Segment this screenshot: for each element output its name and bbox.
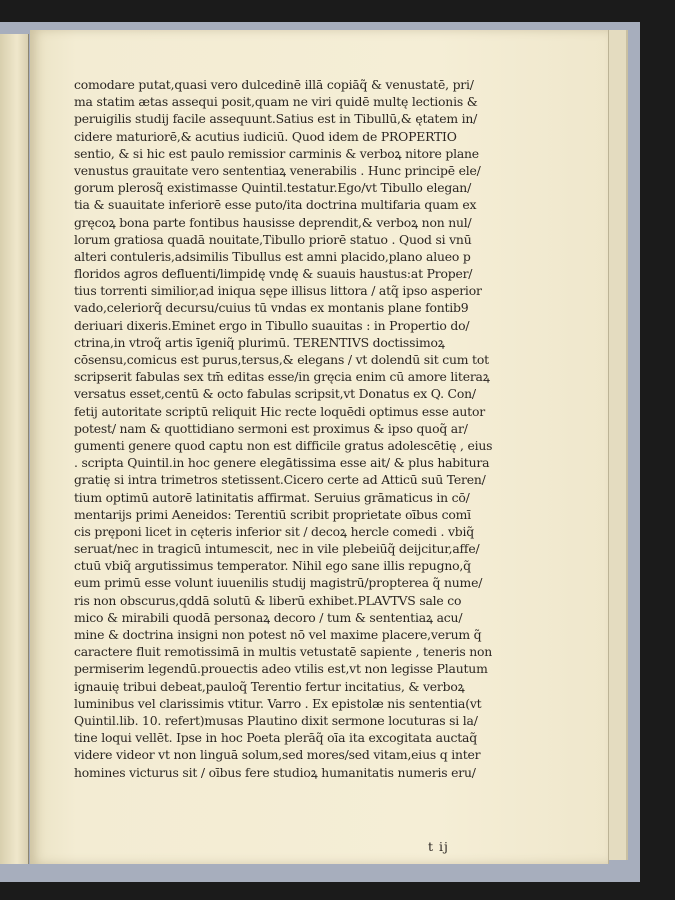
text-line: cis pręponi licet in cęteris inferior sit / decoꝝ hercle comedi . vbiq̃ — [74, 523, 475, 539]
text-line: seruat/nec in tragicū intumescit, nec in vile plebeiūq̃ deijcitur,affe/ — [74, 541, 480, 557]
text-line: ris non obscurus,qddā solutū & liberū exhibet.PLAVTVS sale co — [74, 592, 462, 608]
text-line: gumenti genere quod captu non est difficile gratus adolescētię , eius — [74, 437, 493, 453]
text-line: sentio, & si hic est paulo remissior carminis & verboꝝ nitore plane — [74, 145, 479, 161]
text-line: luminibus vel clarissimis vtitur. Varro . Ex epistolæ nis sententia(vt — [74, 695, 482, 711]
text-line: versatus esset,centū & octo fabulas scripsit,vt Donatus ex Q. Con/ — [74, 386, 476, 402]
text-line: . scripta Quintil.in hoc genere elegātissima esse ait/ & plus habitura — [74, 455, 490, 471]
text-line: fetij autoritate scriptū reliquit Hic recte loquēdi optimus esse autor — [74, 403, 485, 419]
text-line: tine loqui vellēt. Ipse in hoc Poeta plerāq̃ oīa ita excogitata auctaq̃ — [74, 730, 477, 746]
text-line: tia & suauitate inferiorē esse puto/ita doctrina multifaria quam ex — [74, 197, 477, 213]
text-line: peruigilis studij facile assequunt.Satius est in Tibullū,& ętatem in/ — [74, 111, 478, 127]
text-line: potest/ nam & quottidiano sermoni est proximus & ipso quoq̃ ar/ — [74, 420, 468, 436]
text-line: floridos agros defluenti/limpidę vndę & suauis haustus:at Proper/ — [74, 266, 473, 282]
text-line: eum primū esse volunt iuuenilis studij magistrū/propterea q̃ nume/ — [74, 575, 483, 591]
text-line: tius torrenti similior,ad iniqua sępe illisus littora / atq̃ ipso asperior — [74, 283, 482, 299]
text-line: vado,celeriorq̃ decursu/cuius tū vndas ex montanis plane fontib9 — [74, 300, 469, 316]
book-page — [30, 30, 609, 864]
text-line: gratię si intra trimetros stetissent.Cicero certe ad Atticū suū Teren/ — [74, 472, 486, 488]
text-line: lorum gratiosa quadā nouitate,Tibullo priorē statuo . Quod si vnū — [74, 231, 472, 247]
text-line: tium optimū autorē latinitatis affirmat. Seruius grāmaticus in cō/ — [74, 489, 470, 505]
text-line: scripserit fabulas sex tm̄ editas esse/in gręcia enim cū amore literaꝝ — [74, 369, 490, 385]
text-line: comodare putat,quasi vero dulcedinē illā copiāq̃ & venustatē, pri/ — [74, 77, 474, 92]
text-line: cidere maturiorē,& acutius iudiciū. Quod idem de PROPERTIO — [74, 128, 457, 144]
text-line: permiserim legendū.prouectis adeo vtilis est,vt non legisse Plautum — [74, 661, 488, 677]
text-line: deriuari dixeris.Eminet ergo in Tibullo suauitas : in Propertio do/ — [74, 317, 470, 333]
text-line: mentarijs primi Aeneidos: Terentiū scribit proprietate oībus comī — [74, 506, 471, 522]
text-line: alteri contuleris,adsimilis Tibullus est amni placido,plano alueo p — [74, 248, 471, 264]
text-line: ignauię tribui debeat,pauloq̃ Terentio fertur incitatius, & verboꝝ — [74, 678, 465, 694]
text-line: homines victurus sit / oībus fere studioꝝ humanitatis numeris eru/ — [74, 764, 476, 780]
text-line: ma statim ætas assequi posit,quam ne viri quidē multę lectionis & — [74, 94, 478, 110]
text-line: ctuū vbiq̃ argutissimus temperator. Nihil ego sane illis repugno,q̃ — [74, 558, 471, 574]
text-line: gorum plerosq̃ existimasse Quintil.testatur.Ego/vt Tibullo elegan/ — [74, 180, 472, 196]
text-line: mico & mirabili quodā personaꝝ decoro / tum & sententiaꝝ acu/ — [74, 609, 463, 625]
page-text — [74, 76, 538, 781]
facing-page-edge — [0, 34, 29, 864]
text-line: caractere fluit remotissimā in multis vetustatē sapiente , teneris non — [74, 644, 493, 660]
text-line: Quintil.lib. 10. refert)musas Plautino dixit sermone locuturas si la/ — [74, 712, 478, 728]
text-line: venustus grauitate vero sententiaꝝ venerabilis . Hunc principē ele/ — [74, 162, 481, 178]
signature-mark: t ij — [428, 839, 449, 854]
text-line: gręcoꝝ bona parte fontibus hausisse deprendit,& verboꝝ non nul/ — [74, 214, 472, 230]
text-line: cōsensu,comicus est purus,tersus,& elegans / vt dolendū sit cum tot — [74, 352, 489, 367]
text-line: mine & doctrina insigni non potest nō vel maxime placere,verum q̃ — [74, 627, 482, 642]
text-line: ctrina,in vtroq̃ artis īgeniq̃ plurimū. TERENTIVS doctissimoꝝ — [74, 334, 445, 350]
text-line: videre videor vt non linguā solum,sed mores/sed vitam,eius q inter — [74, 747, 481, 763]
